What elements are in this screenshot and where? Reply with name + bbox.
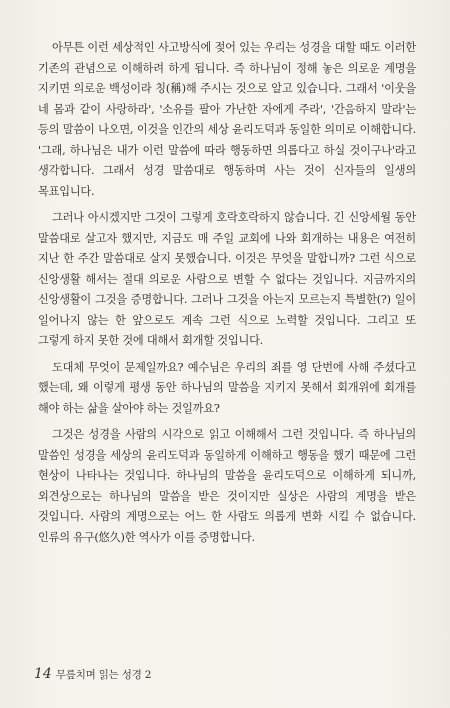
paragraph-3: 도대체 무엇이 문제일까요? 예수님은 우리의 죄를 영 단번에 사해 주셨다고 했는데, 왜 이렇게 평생 동안 하나님의 말씀을 지키지 못해서 회개위에 회개를 해야 하는 삶을 살아야 하는 것일까요? (38, 360, 416, 415)
page-number: 14 (34, 666, 52, 682)
page-footer (34, 666, 151, 682)
paragraph-4: 그것은 성경을 사람의 시각으로 읽고 이해해서 그런 것입니다. 즉 하나님의 말씀인 성경을 세상의 윤리도덕과 동일하게 이해하고 행동을 했기 때문에 그런 현상이 나타나는 것입니다. 하나님의 말씀을 윤리도덕으로 이해하게 되니까, 외견상으로는 하나님의 말씀을 받은 것이지만 실상은 사람의 계명을 받은 것입니다. 사람의 계명으로는 어느 한 사람도 의롭게 변화 시킬 수 없습니다. 인류의 유구(悠久)한 역사가 이를 증명합니다. (38, 428, 416, 544)
paragraph-2: 그러나 아시겠지만 그것이 그렇게 호락호락하지 않습니다. 긴 신앙세월 동안 말씀대로 살고자 했지만, 지금도 매 주일 교회에 나와 회개하는 내용은 여전히 지난 한 주간 말씀대로 살지 못했습니다. 이것은 무엇을 말합니까? 그런 식으로 신앙생활 해서는 절대 의로운 사람으로 변할 수 없다는 것입니다. 지금까지의 신앙생활이 그것을 증명합니다. 그러나 그것을 아는지 모르는지 특별한(?) 일이 일어나지 않는 한 앞으로도 계속 그런 식으로 노력할 것입니다. 그리고 또 그렇게 하지 못한 것에 대해서 회개할 것입니다. (38, 211, 416, 347)
body-text (38, 38, 416, 554)
paragraph-1: 아무튼 이런 세상적인 사고방식에 젖어 있는 우리는 성경을 대할 때도 이러한 기존의 관념으로 이해하려 하게 됩니다. 즉 하나님이 정해 놓은 의로운 계명을 지키면 의로운 백성이라 칭(稱)해 주시는 것으로 알고 있습니다. 그래서 '이웃을 네 몸과 같이 사랑하라', '소유를 팔아 가난한 자에게 주라', '간음하지 말라'는 등의 말씀이 나오면, 이것을 인간의 세상 윤리도덕과 동일한 의미로 이해합니다. '그래, 하나님은 내가 이런 말씀에 따라 행동하면 의롭다고 하실 것이구나'라고 생각합니다. 그래서 성경 말씀대로 행동하며 사는 것이 신자들의 일생의 목표입니다. (38, 41, 416, 198)
book-title: 무릎치며 읽는 성경 2 (55, 669, 152, 681)
